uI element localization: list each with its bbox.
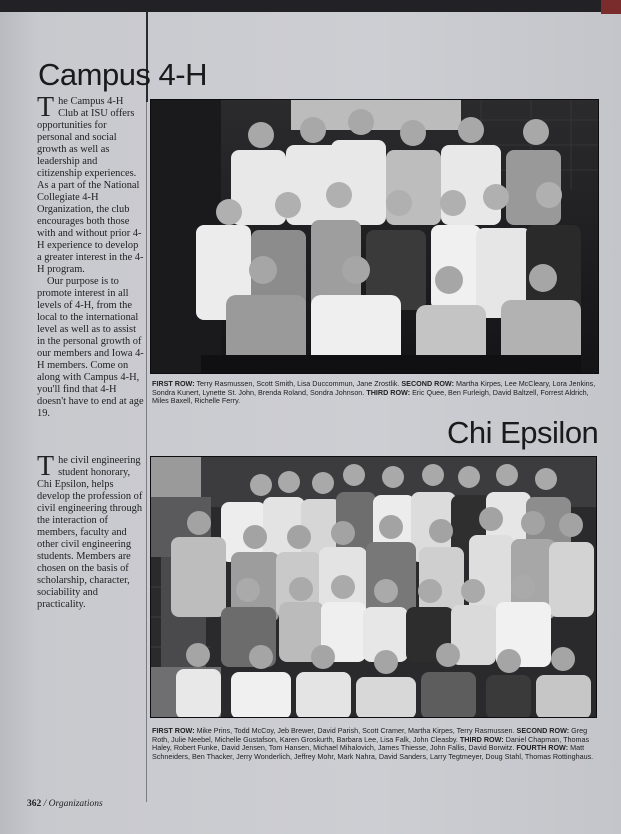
campus-row3-label: THIRD ROW: xyxy=(366,387,411,397)
chi-epsilon-title: Chi Epsilon xyxy=(447,415,599,450)
page-folio xyxy=(27,799,103,809)
chi-row3-label: THIRD ROW: xyxy=(459,734,504,744)
campus-row2-label: SECOND ROW: xyxy=(401,379,454,388)
campus-4h-body xyxy=(37,92,144,420)
campus-paragraph-2: Our purpose is to promote interest in all levels of 4-H, from the local to the international level as well as to assist in the personal growth of our members and Iowa 4-H members. Come on along with Campus 4-H, you'll find that 4-H doesn't have to end at age 19. xyxy=(37,276,144,419)
campus-4h-group-photo xyxy=(150,99,599,374)
campus-dropcap: T xyxy=(37,92,55,123)
chi-paragraph-1: he civil engineering student honorary, Chi Epsilon, helps develop the profession of civil engineering through the interaction of members, faculty and other civil engineering students. Members are chosen on the basis of scholarship, character, sociability and practicality. xyxy=(37,455,143,610)
chi-epsilon-caption xyxy=(152,727,598,761)
campus-row3-names: Eric Quee, Ben Furleigh, David Baltzell, Forrest Aldrich, Miles Baxell, Richelle Ferry. xyxy=(152,387,589,406)
chi-dropcap: T xyxy=(37,451,55,482)
campus-photo-image xyxy=(151,100,599,374)
campus-4h-title: Campus 4-H xyxy=(38,57,207,92)
chi-epsilon-group-photo xyxy=(150,456,597,718)
campus-row1-names: Terry Rasmussen, Scott Smith, Lisa Duccommun, Jane Zrostlik. xyxy=(196,379,400,388)
campus-row1-label: FIRST ROW: xyxy=(152,379,195,388)
campus-paragraph-1: he Campus 4-H Club at ISU offers opportunities for personal and social growth as well as leadership and citizenship experiences. As a part of the National Collegiate 4-H Organization, the club encourages both those with and without prior 4-H experience to develop a greater interest in the 4-H program. xyxy=(37,96,144,275)
chi-row1-label: FIRST ROW: xyxy=(152,726,195,735)
chi-row1-names: Mike Prins, Todd McCoy, Jeb Brewer, David Parish, Scott Cramer, Martha Kirpes, Terry Rasmussen. xyxy=(196,726,515,735)
chi-row2-names: Greg Roth, Julie Neebel, Michelle Gustafson, Karen Groskurth, Barbara Lee, Lisa Falk, John Cleasby. xyxy=(152,726,588,744)
campus-row2-names: Martha Kirpes, Lee McCleary, Lora Jenkins, Sondra Kunert, Lynette St. John, Brenda Roland, Sondra Johnson. xyxy=(152,379,596,397)
page-number: 362 xyxy=(27,799,42,809)
top-border-bar xyxy=(0,0,621,12)
campus-4h-caption xyxy=(152,380,598,406)
chi-epsilon-body xyxy=(37,451,145,611)
section-label: / Organizations xyxy=(41,799,103,809)
chi-row2-label: SECOND ROW: xyxy=(516,726,570,735)
chi-photo-image xyxy=(151,457,597,718)
chi-row3-names: Daniel Chapman, Thomas Haley, Robert Funke, David Jensen, Tom Hansen, Michael Mihalovich, James Thiesse, John Fallis, David Borwitz. xyxy=(152,734,590,753)
chi-row4-label: FOURTH ROW: xyxy=(516,743,569,753)
column-rule xyxy=(146,102,147,802)
top-corner-mark xyxy=(601,0,621,14)
chi-row4-names: Matt Schneiders, Ben Thacker, Jerry Wonderlich, Jeffrey Mohr, Mark Nahra, David Sanders, Larry Tegtmeyer, Doug Stahl, Thomas Rottinghaus. xyxy=(152,743,594,761)
